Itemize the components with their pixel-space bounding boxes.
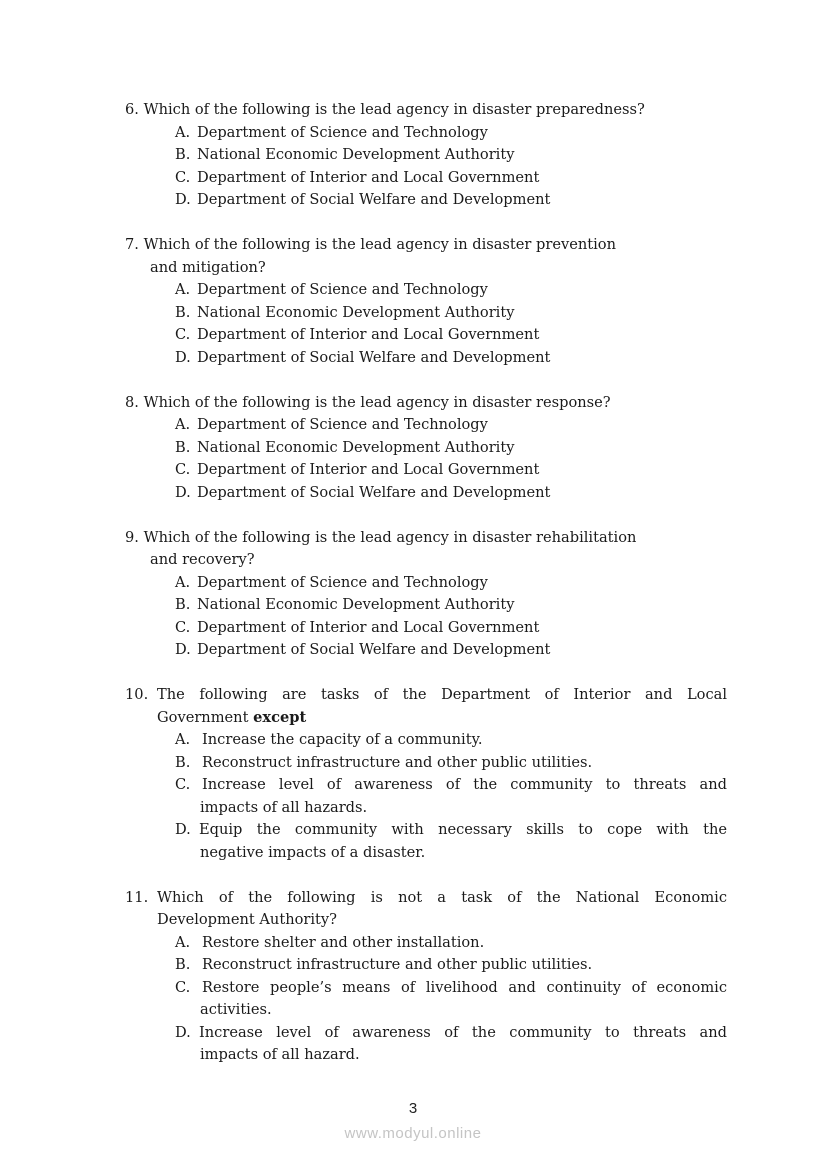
option-letter: B. xyxy=(175,753,191,771)
option-letter: B. xyxy=(175,146,191,163)
option-letter: B. xyxy=(175,596,191,613)
option-text: Department of Science and Technology xyxy=(197,281,488,298)
option-letter: D. xyxy=(175,641,191,658)
emphasis-text: except xyxy=(253,708,307,726)
text-line: and mitigation? xyxy=(150,258,266,276)
option-letter: C. xyxy=(175,326,191,343)
option-text-continued: activities. xyxy=(200,1001,272,1018)
option-d xyxy=(175,482,550,505)
option-text: Department of Science and Technology xyxy=(197,573,488,591)
option-text: Department of Social Welfare and Development xyxy=(197,348,551,366)
option-d xyxy=(175,189,550,212)
text-line xyxy=(125,887,727,910)
option-text: Department of Interior and Local Government xyxy=(197,461,540,478)
option-b xyxy=(175,437,514,460)
option-letter: A. xyxy=(175,416,191,433)
option-b xyxy=(175,302,514,325)
option-letter: B. xyxy=(175,303,191,321)
option-letter: A. xyxy=(175,933,191,951)
option-letter: D. xyxy=(175,483,191,501)
option-c xyxy=(175,167,539,190)
option-b xyxy=(175,144,514,167)
option-text-continued: impacts of all hazards. xyxy=(200,798,368,816)
option-text: Department of Science and Technology xyxy=(197,416,488,433)
option-c xyxy=(175,459,539,482)
question-number: 9. xyxy=(125,528,139,546)
option-b xyxy=(175,594,514,617)
question-stem: Which of the following is the lead agency in disaster response? xyxy=(143,393,611,411)
option-c xyxy=(175,977,727,1000)
option-a xyxy=(175,414,488,437)
option-text: Department of Social Welfare and Development xyxy=(197,641,551,658)
option-text: National Economic Development Authority xyxy=(197,438,515,456)
question-number: 10. xyxy=(125,686,149,703)
option-text: Increase level of awareness of the community to threats and xyxy=(199,1023,727,1041)
stem-text: Government xyxy=(157,708,254,726)
option-text: National Economic Development Authority xyxy=(197,146,515,163)
question-stem: Which of the following is not a task of the National Economic xyxy=(157,888,727,906)
option-text-continued: negative impacts of a disaster. xyxy=(200,843,426,861)
option-c xyxy=(175,774,727,797)
option-text: Department of Interior and Local Government xyxy=(197,618,540,636)
option-a xyxy=(175,122,488,145)
option-letter: C. xyxy=(175,618,191,636)
option-letter: A. xyxy=(175,731,191,748)
option-text: National Economic Development Authority xyxy=(197,596,515,613)
option-letter: D. xyxy=(175,191,191,208)
option-text: Department of Science and Technology xyxy=(197,123,488,141)
option-letter: C. xyxy=(175,461,191,478)
option-a xyxy=(175,729,483,752)
question-stem: Which of the following is the lead agency in disaster rehabilitation xyxy=(143,528,637,546)
option-text-continued: impacts of all hazard. xyxy=(200,1046,360,1063)
option-text: Department of Social Welfare and Development xyxy=(197,483,551,501)
option-text: Reconstruct infrastructure and other public utilities. xyxy=(202,956,593,973)
question-stem: The following are tasks of the Department of Interior and Local xyxy=(157,686,727,703)
option-text: Department of Social Welfare and Development xyxy=(197,191,551,208)
option-text: Restore people’s means of livelihood and continuity of economic xyxy=(202,978,727,996)
option-letter: B. xyxy=(175,956,191,973)
text-line xyxy=(125,234,616,257)
option-letter: C. xyxy=(175,168,191,186)
text-line: Development Authority? xyxy=(157,911,337,928)
option-d xyxy=(175,819,727,842)
option-text: Restore shelter and other installation. xyxy=(202,933,485,951)
option-letter: A. xyxy=(175,123,191,141)
text-line xyxy=(125,527,636,550)
text-line: and recovery? xyxy=(150,551,255,568)
option-letter: A. xyxy=(175,281,191,298)
option-letter: C. xyxy=(175,978,191,996)
option-text: Reconstruct infrastructure and other public utilities. xyxy=(202,753,593,771)
option-text: National Economic Development Authority xyxy=(197,303,515,321)
option-letter: A. xyxy=(175,573,191,591)
option-text: Department of Interior and Local Government xyxy=(197,326,540,343)
text-line xyxy=(125,99,645,122)
question-stem: Which of the following is the lead agency in disaster prevention xyxy=(143,236,616,253)
question-number: 11. xyxy=(125,888,149,906)
option-letter: C. xyxy=(175,776,191,793)
option-b xyxy=(175,752,592,775)
question-number: 7. xyxy=(125,236,139,253)
option-letter: D. xyxy=(175,348,191,366)
option-letter: D. xyxy=(175,1023,191,1041)
option-d xyxy=(175,347,550,370)
option-a xyxy=(175,932,484,955)
text-line xyxy=(125,392,611,415)
option-letter: D. xyxy=(175,821,191,838)
option-text: Increase level of awareness of the community to threats and xyxy=(202,776,727,793)
option-text: Department of Interior and Local Government xyxy=(197,168,540,186)
option-text: Equip the community with necessary skills to cope with the xyxy=(199,821,727,838)
question-number: 6. xyxy=(125,101,139,118)
question-stem: Which of the following is the lead agency in disaster preparedness? xyxy=(143,101,645,118)
text-line xyxy=(157,707,306,730)
watermark: www.modyul.online xyxy=(344,1125,482,1142)
option-a xyxy=(175,279,488,302)
page-number: 3 xyxy=(408,1100,418,1117)
option-c xyxy=(175,617,539,640)
question-number: 8. xyxy=(125,393,139,411)
option-text: Increase the capacity of a community. xyxy=(202,731,483,748)
text-line xyxy=(125,684,727,707)
option-letter: B. xyxy=(175,438,191,456)
option-c xyxy=(175,324,539,347)
option-d xyxy=(175,1022,727,1045)
option-b xyxy=(175,954,592,977)
option-a xyxy=(175,572,488,595)
option-d xyxy=(175,639,550,662)
